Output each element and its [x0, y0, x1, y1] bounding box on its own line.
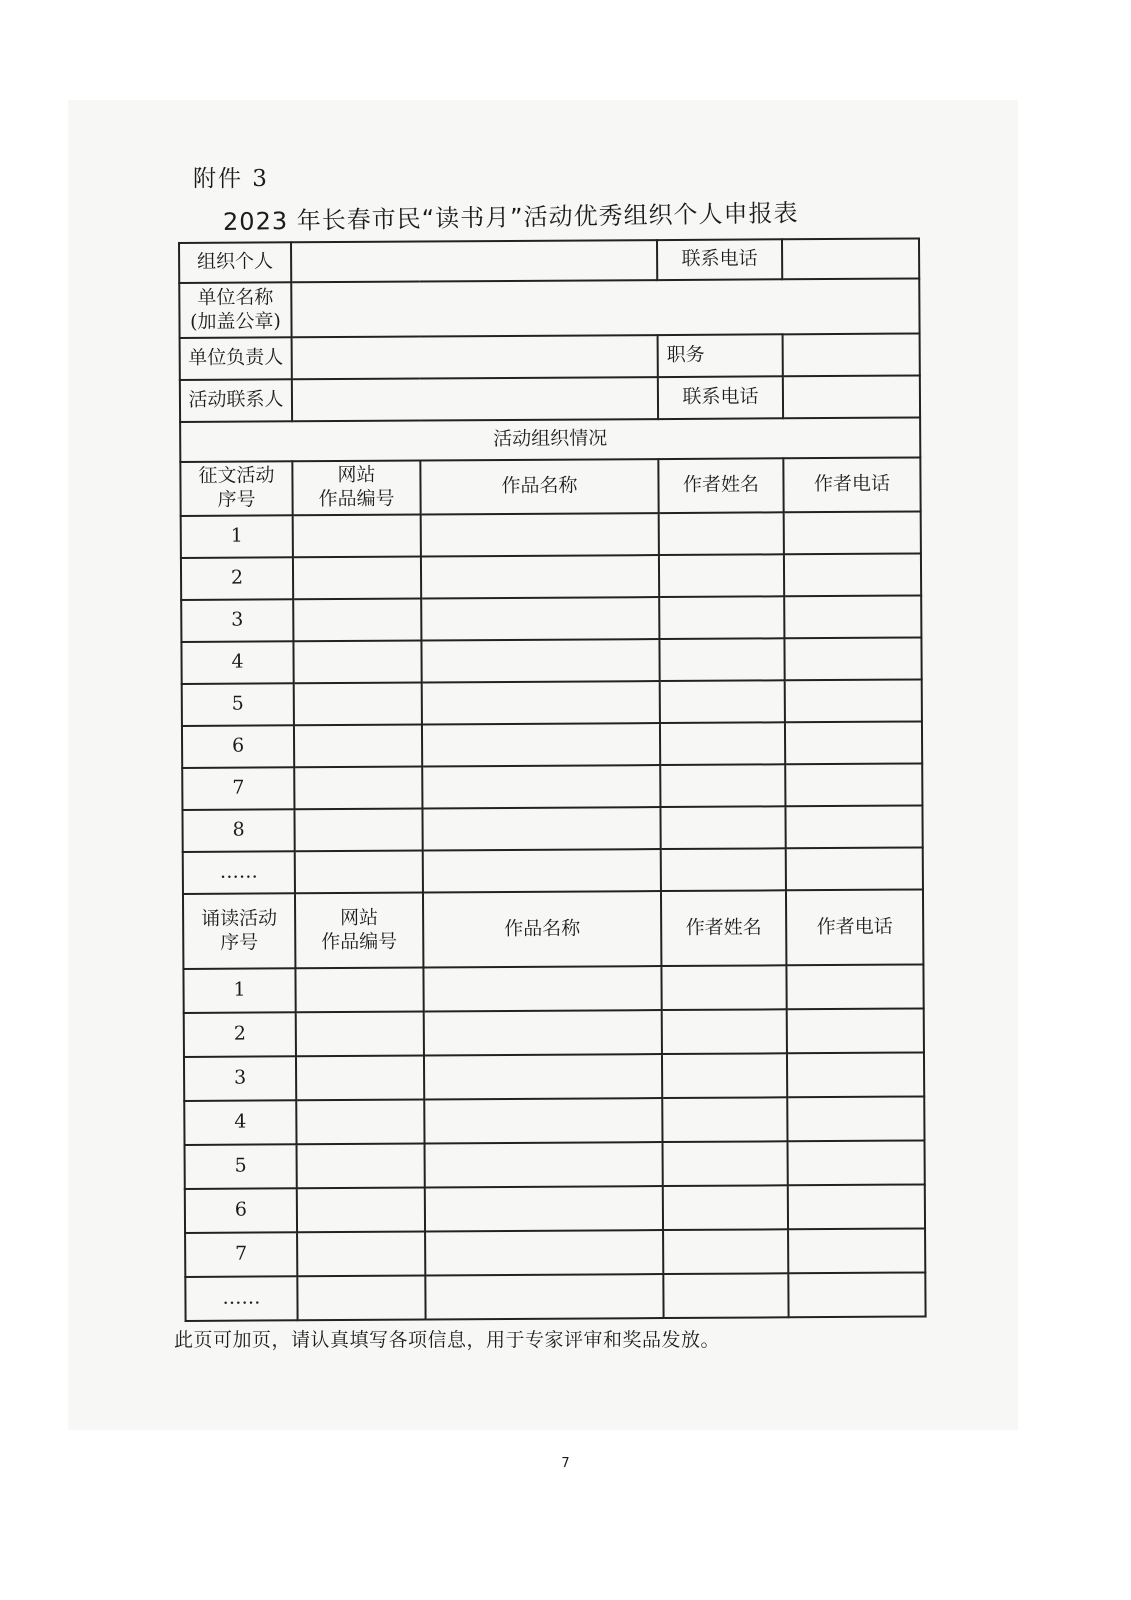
recital-row — [183, 964, 923, 1013]
recital-work-field[interactable] — [424, 1054, 662, 1099]
recital-site-header-line2: 作品编号 — [321, 930, 398, 953]
recital-phone-field[interactable] — [788, 1228, 925, 1273]
unit-head-label: 单位负责人 — [180, 337, 292, 380]
essay-row — [181, 595, 921, 642]
recital-row-number: 2 — [184, 1012, 296, 1057]
recital-row — [185, 1272, 925, 1321]
essay-site-id-field[interactable] — [294, 809, 422, 852]
recital-row — [184, 1008, 924, 1057]
recital-site-header-line1: 网站 — [340, 906, 379, 929]
essay-row — [183, 847, 923, 894]
recital-row — [185, 1140, 925, 1189]
essay-phone-header: 作者电话 — [783, 457, 920, 512]
essay-work-field[interactable] — [421, 597, 659, 640]
recital-author-field[interactable] — [663, 1273, 788, 1318]
recital-work-field[interactable] — [425, 1274, 663, 1319]
recital-site-id-field[interactable] — [297, 1144, 425, 1189]
essay-work-field[interactable] — [422, 765, 660, 808]
essay-row — [181, 511, 921, 558]
activity-contact-label: 活动联系人 — [180, 379, 292, 422]
essay-work-field[interactable] — [421, 555, 659, 598]
essay-site-id-field[interactable] — [293, 515, 421, 558]
recital-row-number: 5 — [185, 1144, 297, 1189]
essay-site-id-field[interactable] — [294, 725, 422, 768]
essay-site-id-field[interactable] — [295, 851, 423, 894]
essay-author-field[interactable] — [660, 722, 785, 765]
recital-work-field[interactable] — [423, 966, 661, 1011]
recital-site-id-field[interactable] — [296, 1056, 424, 1101]
recital-site-id-field[interactable] — [296, 1012, 424, 1057]
recital-phone-field[interactable] — [788, 1184, 925, 1229]
attachment-label: 附件 3 — [193, 166, 269, 192]
essay-phone-field[interactable] — [784, 595, 921, 638]
footnote: 此页可加页，请认真填写各项信息，用于专家评审和奖品发放。 — [174, 1329, 721, 1351]
contact-phone-label: 联系电话 — [657, 239, 782, 280]
essay-seq-header-line2: 序号 — [217, 488, 256, 511]
essay-row-number: 4 — [181, 641, 293, 684]
essay-site-header — [292, 461, 420, 516]
recital-author-field[interactable] — [663, 1229, 788, 1274]
essay-work-field[interactable] — [423, 849, 661, 892]
recital-seq-header-line2: 序号 — [220, 931, 259, 954]
essay-site-header-line2: 作品编号 — [318, 487, 395, 511]
recital-author-header: 作者姓名 — [661, 890, 786, 966]
unit-head-field[interactable] — [292, 335, 658, 379]
essay-row — [181, 637, 921, 684]
essay-site-id-field[interactable] — [294, 683, 422, 726]
recital-work-field[interactable] — [424, 1010, 662, 1055]
essay-row-number: 1 — [181, 515, 293, 558]
recital-site-header — [295, 893, 423, 969]
recital-site-id-field[interactable] — [296, 1100, 424, 1145]
essay-phone-field[interactable] — [786, 847, 923, 890]
recital-phone-field[interactable] — [788, 1140, 925, 1185]
recital-site-id-field[interactable] — [295, 968, 423, 1013]
essay-author-field[interactable] — [659, 554, 784, 597]
recital-work-header: 作品名称 — [423, 891, 661, 967]
recital-site-id-field[interactable] — [297, 1276, 425, 1321]
essay-phone-field[interactable] — [785, 679, 922, 722]
recital-phone-field[interactable] — [787, 1096, 924, 1141]
essay-site-id-field[interactable] — [293, 557, 421, 600]
unit-name-label — [179, 282, 291, 338]
recital-seq-header-line1: 诵读活动 — [201, 907, 278, 930]
activity-contact-field[interactable] — [292, 377, 658, 421]
recital-row-number: 3 — [184, 1056, 296, 1101]
recital-work-field[interactable] — [425, 1142, 663, 1187]
recital-author-field[interactable] — [663, 1185, 788, 1230]
organizer-label: 组织个人 — [179, 242, 291, 283]
essay-row-number: 8 — [182, 809, 294, 852]
unit-name-label-line1: 单位名称 — [197, 286, 274, 309]
recital-row — [184, 1096, 924, 1145]
position-field[interactable] — [783, 333, 920, 376]
recital-row — [184, 1052, 924, 1101]
recital-author-field[interactable] — [661, 965, 786, 1010]
organizer-row — [179, 238, 919, 283]
application-form-table — [178, 237, 927, 1322]
essay-phone-field[interactable] — [784, 637, 921, 680]
unit-name-row — [179, 278, 919, 338]
recital-phone-field[interactable] — [787, 1008, 924, 1053]
essay-work-field[interactable] — [422, 681, 660, 724]
recital-work-field[interactable] — [424, 1098, 662, 1143]
recital-row-number: 6 — [185, 1188, 297, 1233]
essay-row — [182, 721, 922, 768]
recital-site-id-field[interactable] — [297, 1188, 425, 1233]
essay-row — [182, 763, 922, 810]
unit-name-label-line2: (加盖公章) — [189, 309, 281, 333]
recital-author-field[interactable] — [662, 1097, 787, 1142]
essay-author-header: 作者姓名 — [658, 458, 783, 513]
page-number: 7 — [561, 1456, 570, 1471]
recital-row — [185, 1228, 925, 1277]
essay-author-field[interactable] — [659, 512, 784, 555]
essay-row — [182, 805, 922, 852]
essay-site-id-field[interactable] — [293, 641, 421, 684]
essay-row-number: …… — [183, 851, 295, 894]
essay-row-number: 7 — [182, 767, 294, 810]
essay-phone-field[interactable] — [785, 763, 922, 806]
activity-contact-row — [180, 375, 920, 422]
essay-author-field[interactable] — [661, 848, 786, 891]
essay-row — [181, 553, 921, 600]
unit-head-row — [180, 333, 920, 380]
essay-author-field[interactable] — [659, 638, 784, 681]
section-title-row — [180, 417, 920, 462]
essay-row — [182, 679, 922, 726]
essay-row-number: 2 — [181, 557, 293, 600]
essay-author-field[interactable] — [660, 764, 785, 807]
essay-phone-field[interactable] — [785, 721, 922, 764]
essay-row-number: 6 — [182, 725, 294, 768]
essay-work-field[interactable] — [422, 723, 660, 766]
recital-site-id-field[interactable] — [297, 1232, 425, 1277]
recital-phone-header: 作者电话 — [786, 889, 923, 965]
essay-work-field[interactable] — [421, 639, 659, 682]
essay-site-id-field[interactable] — [293, 599, 421, 642]
essay-phone-field[interactable] — [785, 805, 922, 848]
essay-row-number: 5 — [182, 683, 294, 726]
recital-header-row — [183, 889, 923, 969]
essay-work-header: 作品名称 — [420, 459, 658, 514]
section-title: 活动组织情况 — [180, 417, 920, 462]
recital-seq-header — [183, 893, 295, 969]
recital-row-number: 7 — [185, 1232, 297, 1277]
position-label: 职务 — [658, 334, 783, 377]
form-title: 2023 年长春市民“读书月”活动优秀组织个人申报表 — [222, 198, 799, 236]
recital-author-field[interactable] — [662, 1053, 787, 1098]
essay-phone-field[interactable] — [784, 511, 921, 554]
essay-header-row — [180, 457, 920, 516]
recital-row-number: …… — [185, 1276, 297, 1321]
activity-contact-phone-label: 联系电话 — [658, 376, 783, 419]
essay-work-field[interactable] — [421, 513, 659, 556]
essay-seq-header-line1: 征文活动 — [198, 464, 275, 488]
recital-phone-field[interactable] — [787, 1052, 924, 1097]
recital-phone-field[interactable] — [786, 964, 923, 1009]
unit-name-field[interactable] — [291, 278, 919, 337]
activity-contact-phone-field[interactable] — [783, 375, 920, 418]
recital-row-number: 1 — [183, 968, 295, 1013]
essay-site-header-line1: 网站 — [337, 464, 376, 487]
recital-author-field[interactable] — [663, 1141, 788, 1186]
essay-row-number: 3 — [181, 599, 293, 642]
recital-work-field[interactable] — [425, 1186, 663, 1231]
recital-row — [185, 1184, 925, 1233]
recital-row-number: 4 — [184, 1100, 296, 1145]
essay-author-field[interactable] — [660, 680, 785, 723]
recital-author-field[interactable] — [662, 1009, 787, 1054]
essay-seq-header — [180, 461, 292, 516]
essay-phone-field[interactable] — [784, 553, 921, 596]
essay-author-field[interactable] — [659, 596, 784, 639]
contact-phone-field[interactable] — [782, 238, 919, 279]
essay-work-field[interactable] — [422, 807, 660, 850]
recital-work-field[interactable] — [425, 1230, 663, 1275]
essay-author-field[interactable] — [660, 806, 785, 849]
essay-site-id-field[interactable] — [294, 767, 422, 810]
recital-phone-field[interactable] — [788, 1272, 925, 1317]
organizer-field[interactable] — [291, 240, 657, 282]
